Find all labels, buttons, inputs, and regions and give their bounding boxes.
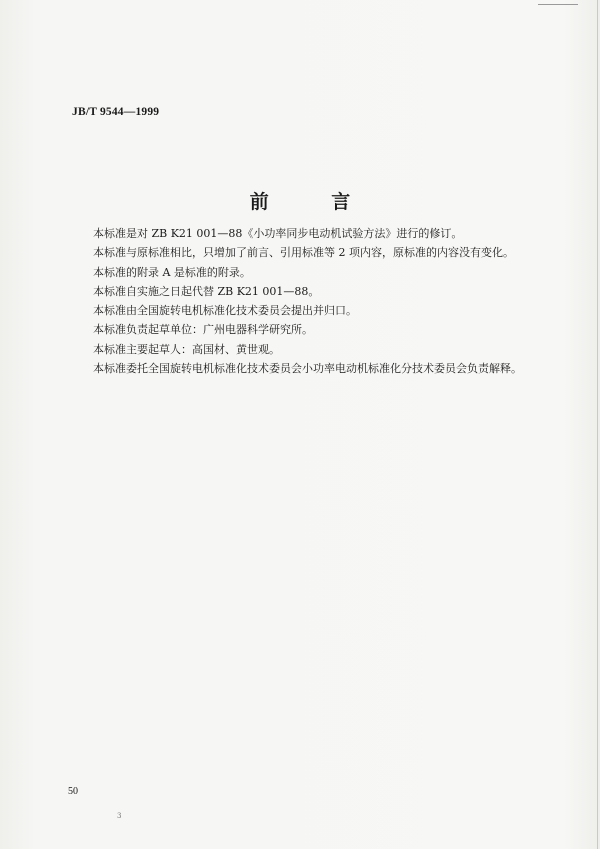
standard-code: JB/T 9544—1999	[72, 106, 160, 118]
scan-mark: 3	[117, 812, 122, 820]
scan-edge-mark	[538, 4, 578, 5]
paragraph: 本标准自实施之日起代替 ZB K21 001—88。	[93, 284, 320, 298]
section-title: 前 言	[249, 191, 379, 213]
paragraph: 本标准由全国旋转电机标准化技术委员会提出并归口。	[93, 304, 357, 318]
paragraph: 本标准负责起草单位：广州电器科学研究所。	[93, 323, 313, 337]
paragraph: 本标准的附录 A 是标准的附录。	[93, 265, 251, 279]
paragraph: 本标准与原标准相比，只增加了前言、引用标准等 2 项内容，原标准的内容没有变化。	[93, 246, 514, 260]
page-number: 50	[68, 786, 78, 797]
paragraph: 本标准是对 ZB K21 001—88《小功率同步电动机试验方法》进行的修订。	[93, 227, 463, 240]
paragraph: 本标准委托全国旋转电机标准化技术委员会小功率电动机标准化分技术委员会负责解释。	[93, 362, 522, 376]
page-edge	[597, 0, 598, 849]
paragraph: 本标准主要起草人：高国材、黄世观。	[93, 342, 280, 356]
foreword-body	[93, 224, 573, 378]
